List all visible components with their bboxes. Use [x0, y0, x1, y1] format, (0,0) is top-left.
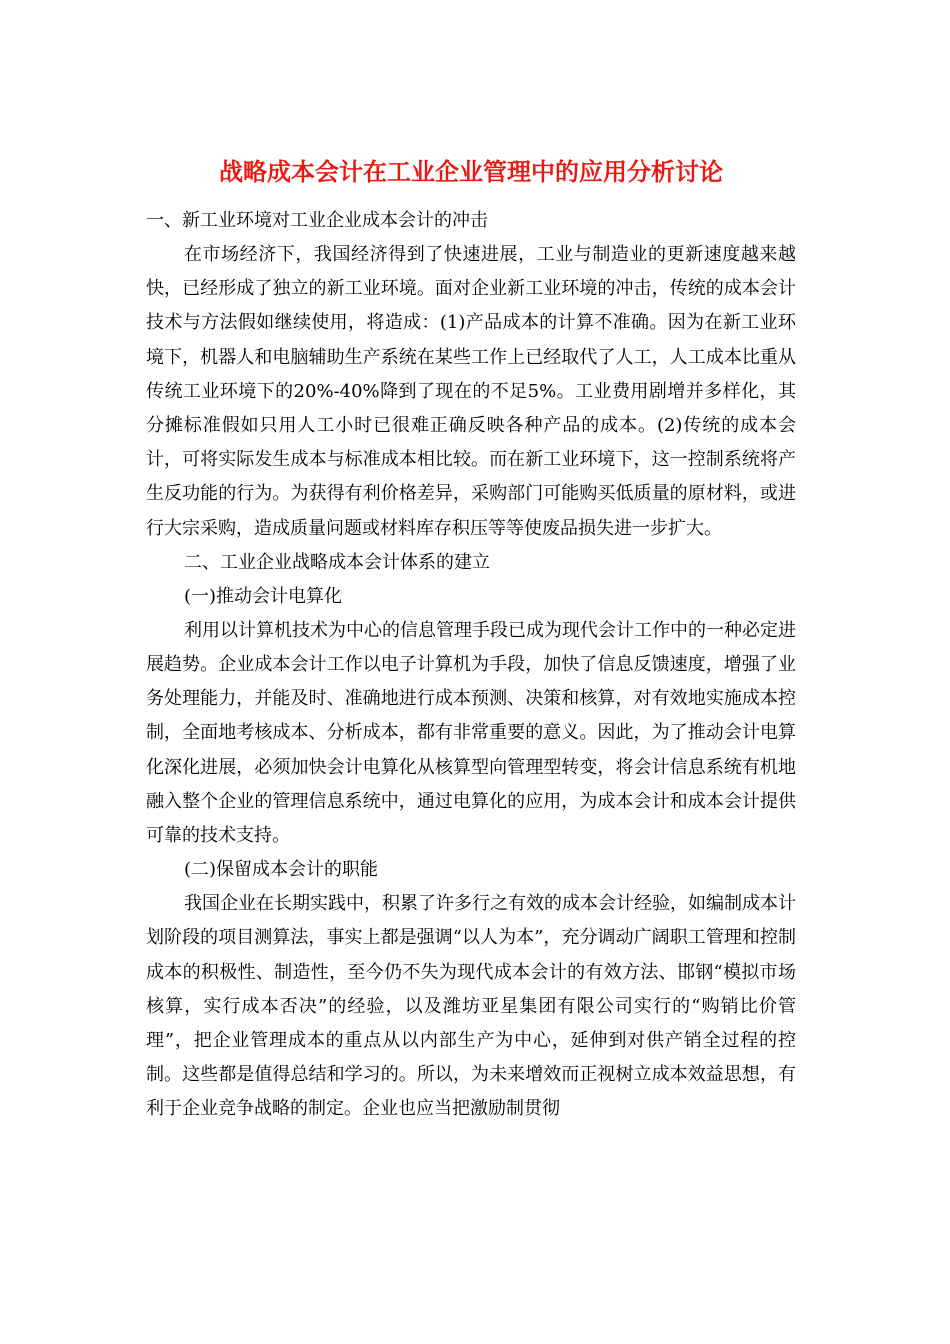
section-heading-1: 一、新工业环境对工业企业成本会计的冲击: [146, 210, 488, 231]
subsection-heading-1: (一)推动会计电算化: [184, 585, 343, 607]
paragraph-2: 利用以计算机技术为中心的信息管理手段已成为现代会计工作中的一种必定进展趋势。企业成本会计工作以电子计算机为手段，加快了信息反馈速度，增强了业务处理能力，并能及时、准确地进行成本预测、决策和核算，对有效地实施成本控制，全面地考核成本、分析成本，都有非常重要的意义。因此，为了推动会计电算化深化进展，必须加快会计电算化从核算型向管理型转变，将会计信息系统有机地融入整个企业的管理信息系统中，通过电算化的应用，为成本会计和成本会计提供可靠的技术支持。: [146, 619, 796, 847]
document-title: 战略成本会计在工业企业管理中的应用分析讨论: [219, 157, 723, 186]
paragraph-3: 我国企业在长期实践中，积累了许多行之有效的成本会计经验，如编制成本计划阶段的项目测算法，事实上都是强调“以人为本”，充分调动广阔职工管理和控制成本的积极性、制造性，至今仍不失为现代成本会计的有效方法、邯钢“模拟市场核算，实行成本否决”的经验，以及潍坊亚星集团有限公司实行的“购销比价管理”，把企业管理成本的重点从以内部生产为中心，延伸到对供产销全过程的控制。这些都是值得总结和学习的。所以，为未来增效而正视树立成本效益思想，有利于企业竞争战略的制定。企业也应当把激励制贯彻: [146, 893, 796, 1120]
paragraph-1: 在市场经济下，我国经济得到了快速进展，工业与制造业的更新速度越来越快，已经形成了独立的新工业环境。面对企业新工业环境的冲击，传统的成本会计技术与方法假如继续使用，将造成：(1)产品成本的计算不准确。因为在新工业环境下，机器人和电脑辅助生产系统在某些工作上已经取代了人工，人工成本比重从传统工业环境下的20%-40%降到了现在的不足5%。工业费用剧增并多样化，其分摊标准假如只用人工小时已很难正确反映各种产品的成本。(2)传统的成本会计，可将实际发生成本与标准成本相比较。而在新工业环境下，这一控制系统将产生反功能的行为。为获得有利价格差异，采购部门可能购买低质量的原材料，或进行大宗采购，造成质量问题或材料库存积压等等使废品损失进一步扩大。: [146, 244, 796, 539]
subsection-heading-2: (二)保留成本会计的职能: [184, 859, 379, 881]
section-heading-2: 二、工业企业战略成本会计体系的建立: [184, 551, 490, 573]
